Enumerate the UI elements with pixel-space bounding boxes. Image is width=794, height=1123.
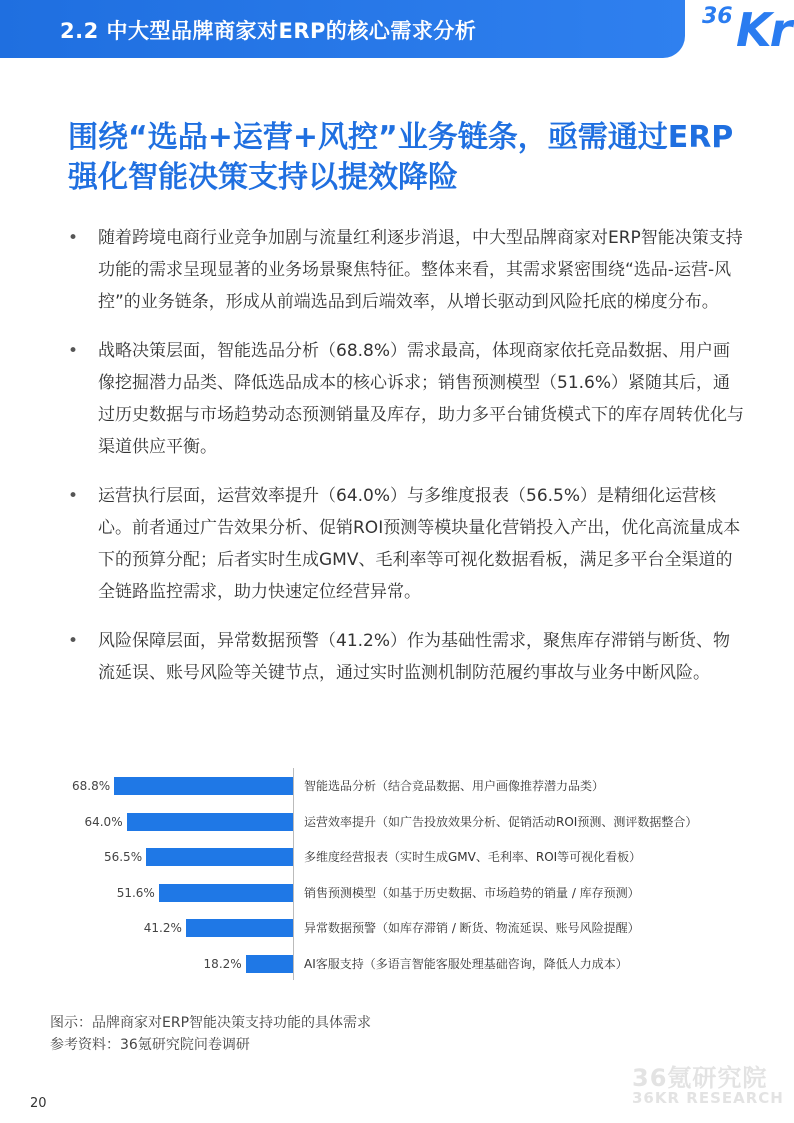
bullet-dot-icon: •	[68, 486, 79, 506]
chart-bar	[146, 848, 293, 866]
chart-category-label: 异常数据预警（如库存滞销 / 断货、物流延误、账号风险提醒）	[304, 921, 640, 935]
chart-value-label: 51.6%	[116, 885, 155, 900]
header-bar	[0, 0, 685, 58]
page-number: 20	[30, 1096, 47, 1111]
bullet-dot-icon: •	[68, 228, 79, 248]
bullet-list	[64, 222, 744, 706]
chart-category-label: 销售预测模型（如基于历史数据、市场趋势的销量 / 库存预测）	[304, 885, 640, 900]
bullet-item	[64, 335, 744, 463]
chart-row	[0, 839, 794, 875]
bullet-item	[64, 480, 744, 608]
bullet-text: 随着跨境电商行业竞争加剧与流量红利逐步消退，中大型品牌商家对ERP智能决策支持功能的需求呈现显著的业务场景聚焦特征。整体来看，其需求紧密围绕“选品-运营-风控”的业务链条，形成从前端选品到后端效率，从增长驱动到风险托底的梯度分布。	[98, 228, 743, 312]
chart-bar	[114, 777, 293, 795]
chart-value-label: 68.8%	[71, 779, 111, 793]
watermark	[632, 1058, 784, 1107]
bullet-item	[64, 222, 744, 318]
figure-source: 参考资料：36氪研究院问卷调研	[50, 1037, 250, 1053]
page-headline: 围绕“选品+运营+风控”业务链条，亟需通过ERP强化智能决策支持以提效降险	[68, 120, 734, 195]
chart-row	[0, 804, 794, 840]
bullet-item	[64, 625, 744, 689]
watermark-en: 36KR RESEARCH	[632, 1089, 784, 1107]
chart-bar	[186, 919, 293, 937]
erp-demand-bar-chart	[0, 768, 794, 988]
chart-category-label: 多维度经营报表（实时生成GMV、毛利率、ROI等可视化看板）	[304, 850, 642, 864]
figure-caption	[50, 1012, 371, 1056]
chart-category-label: AI客服支持（多语言智能客服处理基础咨询，降低人力成本）	[304, 956, 628, 971]
bullet-dot-icon: •	[68, 341, 79, 361]
chart-category-label: 智能选品分析（结合竞品数据、用户画像推荐潜力品类）	[304, 779, 605, 793]
bullet-text: 战略决策层面，智能选品分析（68.8%）需求最高，体现商家依托竞品数据、用户画像挖掘潜力品类、降低选品成本的核心诉求；销售预测模型（51.6%）紧随其后，通过历史数据与市场趋势动态预测销量及库存，助力多平台铺货模式下的库存周转优化与渠道供应平衡。	[98, 341, 744, 457]
chart-value-label: 56.5%	[103, 850, 143, 864]
bullet-text: 运营执行层面，运营效率提升（64.0%）与多维度报表（56.5%）是精细化运营核心。前者通过广告效果分析、促销ROI预测等模块量化营销投入产出，优化高流量成本下的预算分配；后者实时生成GMV、毛利率等可视化数据看板，满足多平台全渠道的全链路监控需求，助力快速定位经营异常。	[98, 486, 741, 602]
bullet-text: 风险保障层面，异常数据预警（41.2%）作为基础性需求，聚焦库存滞销与断货、物流延误、账号风险等关键节点，通过实时监测机制防范履约事故与业务中断风险。	[98, 631, 731, 683]
chart-bar	[159, 884, 293, 902]
chart-bar	[246, 955, 293, 973]
chart-value-label: 64.0%	[84, 814, 123, 829]
chart-row	[0, 946, 794, 982]
chart-bar	[127, 813, 293, 831]
chart-category-label: 运营效率提升（如广告投放效果分析、促销活动ROI预测、测评数据整合）	[304, 814, 698, 829]
section-title: 2.2 中大型品牌商家对ERP的核心需求分析	[60, 19, 477, 43]
chart-value-label: 41.2%	[143, 921, 182, 935]
watermark-cn: 36氪研究院	[632, 1064, 768, 1092]
chart-row	[0, 875, 794, 911]
logo-kr: Kr	[736, 3, 791, 57]
36kr-logo	[702, 2, 794, 58]
chart-row	[0, 910, 794, 946]
bullet-dot-icon: •	[68, 631, 79, 651]
logo-36: 36	[702, 4, 733, 29]
chart-value-label: 18.2%	[203, 956, 242, 971]
figure-title: 图示：品牌商家对ERP智能决策支持功能的具体需求	[50, 1015, 372, 1031]
chart-row	[0, 768, 794, 804]
